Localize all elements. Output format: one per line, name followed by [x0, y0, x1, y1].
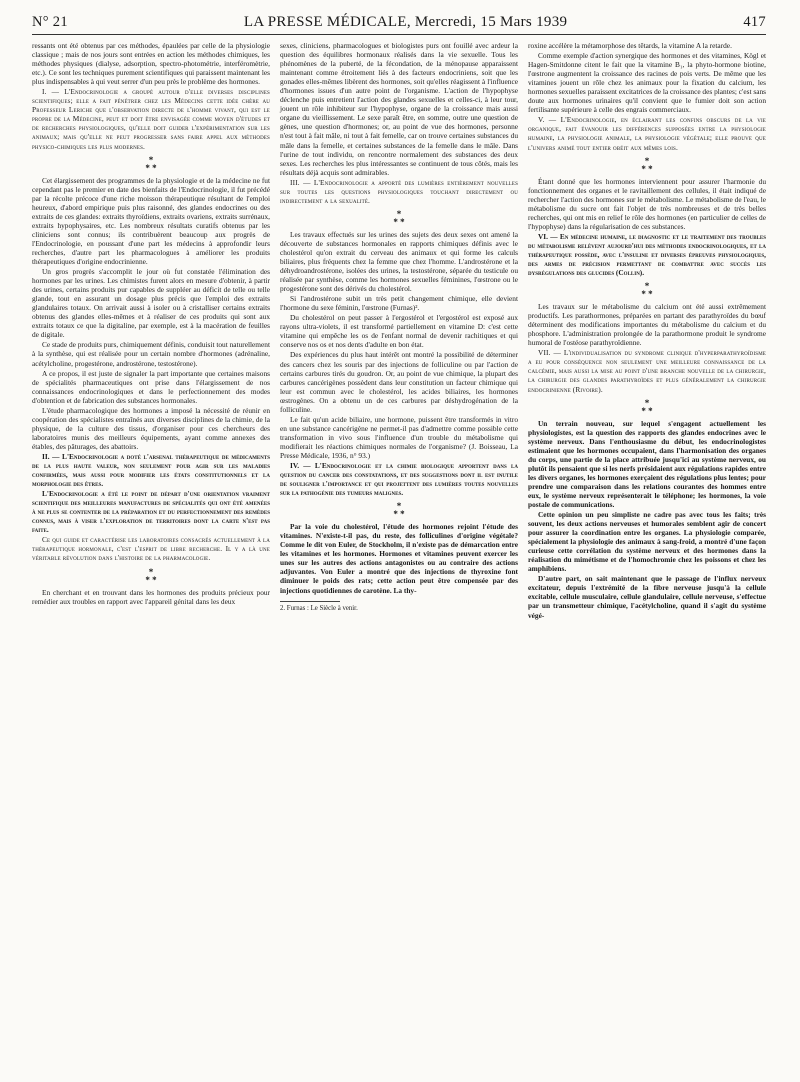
paragraph: Les travaux effectués sur les urines des sujets des deux sexes ont amené la découverte de substances hormonales en rapports chimiques définis avec le cholestérol qu'on extrait du cerveau des animaux et qui forme les calculs biliaires, plus fréquents chez la femme que chez l'homme. L'androstérone et la déhydroandrostérone, isolées des urines, la testostérone, séparée du testicule ou réalisée par synthèse, comme les hormones sexuelles féminines, l'œstrone ou le progestérone sont des dérivés du cholestérol. [280, 229, 518, 294]
section-separator: * * * [145, 566, 157, 585]
paragraph-small-caps: Ce qui guide et caractérise les laboratoires consacrés actuellement à la thérapeutique hormonale, c'est l'esprit de libre recherche. Il y a là une véritable révolution dans l'histoire de la pharmacologie. [32, 535, 270, 563]
paragraph: Les travaux sur le métabolisme du calcium ont été aussi extrêmement productifs. Les parathormones, préparées en partant des parathyroïdes du bœuf déterminent des modifications importantes du métabolisme du calcium et du phosphore. L'administration prolongée de la parathormone produit le syndrome humoral de l'ostéose parathyroïdienne. [528, 302, 766, 348]
paragraph: L'étude pharmacologique des hormones a imposé la nécessité de réunir en coopération des spécialistes entraînés aux diverses disciplines de la chimie, de la physique, de la culture des tissus, d'organiser pour ces chercheurs des laboratoires munis des meilleurs équipements, ayant comme annexes des étables, des pâturages, des abattoirs. [32, 405, 270, 451]
section-separator: * * * [393, 501, 405, 520]
paragraph: Étant donné que les hormones interviennent pour assurer l'harmonie du fonctionnement des organes et le ravitaillement des cellules, il était indiqué de rechercher l'action des hormones sur le métabolisme. Le métabolisme de l'eau, le métabolisme du sucre ont fait l'objet de très nombreuses et de très belles recherches, qui ont mis en relief le rôle des hormones (en particulier de celles de l'hypophyse) dans la régularisation de ces substances. [528, 176, 766, 231]
header-rule [32, 34, 766, 35]
paragraph: En cherchant et en trouvant dans les hormones des produits précieux pour remédier aux troubles en rapport avec l'appareil génital dans les deux [32, 587, 270, 606]
section-separator: * * * [641, 397, 653, 416]
conclusion-5: V. — L'Endocrinologie, en éclairant les confins obscurs de la vie organique, fait évanouir les différences supposées entre la physiologie humaine, la physiologie animale, la physiologie végétale; elle prouve que l'univers animé tout entier obéit aux mêmes lois. [528, 115, 766, 152]
article-body [32, 41, 766, 621]
conclusion-6: VI. — En médecine humaine, le diagnostic et le traitement des troubles du métabolisme relèvent aujourd'hui des méthodes endocrinologiques, et la thérapeutique possède, avec l'insuline et diverses épreuves physiologiques, des armes de précision permettant de combattre avec succès les dysrégulations des glucides (Collin). [528, 231, 766, 278]
paragraph: Des expériences du plus haut intérêt ont montré la possibilité de déterminer des cancers chez les souris par des injections de folliculine ou par l'action de certains carbures tirés du goudron. Or, au point de vue chimique, la plupart des carbures cancérigènes possèdent dans leur constitution un facteur chimique qui leur est commun avec le cholestérol, les acides biliaires, les hormones œstrogènes. On a obtenu un de ces carbures par déshydrogénation de la folliculine. [280, 350, 518, 414]
column-2 [280, 41, 518, 621]
paragraph-bold: Par la voie du cholestérol, l'étude des hormones rejoint l'étude des vitamines. N'existe-t-il pas, du reste, des folliculines d'origine végétale? Comme le dit von Euler, de Stockholm, il n'existe pas de démarcation entre les vitamines et les hormones. Hormones et vitamines peuvent exercer les unes sur les autres des actions antagonistes ou au contraire des actions adjuvantes. Von Euler a montré que des injections de thyroxine font diminuer le poids des rats; cette action peut être compensée par des injections quotidiennes de carotène. La thy- [280, 522, 518, 595]
section-separator: * * * [641, 155, 653, 174]
column-3 [528, 41, 766, 621]
paragraph: ressants ont été obtenus par ces méthodes, épaulées par celle de la physiologie classique ; mais de nos jours sont entrées en action les méthodes chimiques, les méthodes physiques (dialyse, adsorption, spectro-photométrie, interféromètrie, etc.). Ce sont les techniques purement scientifiques qui paraissent maintenant les plus indispensables à qui veut serrer d'un peu près le problème des hormones. [32, 41, 270, 87]
conclusion-1: I. — L'Endocrinologie a groupé autour d'elle diverses disciplines scientifiques; elle a fait pénétrer chez les Médecins cette idée chère au Professeur Leriche que l'observation directe de l'homme vivant, qui est le propre de la Médecine, peut et doit être envisagée comme moyen d'études et de recherches physiologiques, qu'elle doit guider l'expérimentation sur les animaux; mais qu'elle ne peut progresser sans faire appel aux méthodes physico-chimiques les plus modernes. [32, 87, 270, 151]
section-separator: * * * [393, 208, 405, 227]
paragraph: Ce stade de produits purs, chimiquement définis, conduisit tout naturellement à la synthèse, qui est réalisée pour un certain nombre d'hormones (adrénaline, acétylcholine, progestérone, androstérone, testostérone). [32, 340, 270, 368]
conclusion-2: II. — L'Endocrinologie a doté l'arsenal thérapeutique de médicaments de la plus haute valeur, non seulement pour agir sur les maladies confirmées, mais aussi pour modifier les états constitutionnels et la morphologie des êtres. [32, 451, 270, 489]
paragraph: Du cholestérol on peut passer à l'ergostérol et l'ergostérol est exposé aux rayons ultra-violets, il est transformé partiellement en vitamine D: c'est cette vitamine qui empêche les os de l'enfant normal de devenir rachitiques et qui conserve nos os et nos dents d'adulte en bon état. [280, 313, 518, 350]
section-separator: * * * [145, 154, 157, 173]
conclusion-7: VII. — L'individualisation du syndrome clinique d'hyperparathyroïdisme a eu pour conséquence non seulement une meilleure connaissance de la calcémie, mais aussi la mise au point d'une branche nouvelle de la chirurgie, la chirurgie des glandes parathyroïdes et plus généralement la chirurgie endocrinienne (Rivoire). [528, 348, 766, 394]
column-1 [32, 41, 270, 621]
paragraph-bold: Un terrain nouveau, sur lequel s'engagent actuellement les physiologistes, est la question des rapports des glandes endocrines avec le système nerveux. Dans l'enthousiasme du début, les endocrinologistes estimaient que les hormones occupaient, dans l'harmonisation des organes du corps, une partie de la place attribuée jusqu'ici au système nerveux, ou plutôt ils pensaient que si les nerfs présidaient aux régulations rapides entre les divers organes, les hormones exerçaient des régulations plus lentes; pour prendre une comparaison dans les relations courantes des hommes entre eux, le système nerveux représenterait le téléphone; les hormones, la voie postale de communications. [528, 418, 766, 509]
paragraph: A ce propos, il est juste de signaler la part importante que certaines maisons de spécialités pharmaceutiques ont prise dans l'élargissement de nos connaissances endocrinologiques et dans le perfectionnement des modes d'obtention et de fabrication des substances hormonales. [32, 368, 270, 405]
paragraph-bold: Cette opinion un peu simpliste ne cadre pas avec tous les faits; très souvent, les deux actions nerveuses et humorales semblent agir de concert pour assurer la coordination entre les organes. La physiologie comparée, spécialement la physiologie des animaux à sang-froid, a montré d'une façon curieuse cette corrélation du système nerveux et des hormones dans la réalisation du mimétisme et de l'homochromie chez les poissons et chez les amphibiens. [528, 510, 766, 574]
paragraph: sexes, cliniciens, pharmacologues et biologistes purs ont fouillé avec ardeur la question des équilibres hormonaux réalisés dans la vie sexuelle. Tous les phénomènes de la puberté, de la fécondation, de la ménopause apparaissent maintenant comme étroitement liés à des facteurs endocriniens, soit que les gonades elles-mêmes libèrent des hormones, soit qu'elles réagissent à l'influence d'hormones issues d'un autre point de l'organisme. L'action de l'hypophyse déclenche puis entretient l'action des glandes sexuelles et celles-ci, à leur tour, jouent un rôle inhibiteur sur l'hypophyse, organe de la croissance mais aussi organe du vieillissement. Le sexe paraît être, en somme, outre une question de gènes, une question d'hormones; or, au point de vue des hormones, personne n'est tout à fait mâle, ni tout à fait femelle, car on trouve certaines substances du mâle dans la femelle, et certaines substances de la femelle dans le mâle. Dans l'urine de tout individu, on rencontre normalement des substances des deux sexes. Les recherches les plus intéressantes se continuent de tous côtés, mais les résultats déjà acquis sont admirables. [280, 41, 518, 177]
journal-title: LA PRESSE MÉDICALE, Mercredi, 15 Mars 1939 [243, 14, 568, 30]
paragraph: Si l'androstérone subit un très petit changement chimique, elle devient l'hormone du sexe féminin, l'œstrone (Furnas)². [280, 294, 518, 313]
conclusion-4: IV. — L'Endocrinologie et la chimie biologique apportent dans la question du cancer des constatations, et des suggestions dont il est inutile de souligner l'importance et qui projettent des lumières toutes nouvelles sur la pathogénie des tumeurs malignes. [280, 461, 518, 498]
paragraph: Le fait qu'un acide biliaire, une hormone, puissent être transformés in vitro en une substance cancérigène ne permet-il pas d'admettre comme possible cette transformation in vivo sous l'influence d'un trouble du métabolisme qui modifierait les réactions chimiques normales de l'organisme? (J. Boisseau, La Presse Médicale, 1936, n° 93.) [280, 414, 518, 460]
paragraph: Comme exemple d'action synergique des hormones et des vitamines, Kögl et Hagen-Smitdonne citent le fait que la vitamine B₁, la phyto-hormone biotine, l'œstrone augmentent la croissance des racines de pois verts. De même que les vitamines jouent un rôle chez les animaux pour la fixation du calcium, les hormones sexuelles paraissent excitatrices de la croissance des plantes; c'est sans doute aux hormones urinaires qu'il convient que le fumier doit son action fertilisante supérieure à celle des engrais commerciaux. [528, 51, 766, 115]
page-header [32, 14, 766, 31]
footnote-rule [280, 601, 340, 602]
footnote: 2. Furnas : Le Siècle à venir. [280, 604, 358, 612]
paragraph: Un gros progrès s'accomplit le jour où fut constatée l'élimination des hormones par les urines. Les chimistes furent alors en mesure d'obtenir, à partir des urines, certains produits pur capables de suppléer au déficit de telle ou telle glande, tout en assurant un dosage plus précis que l'emploi des extraits glandulaires totaux. On arrivait aussi à isoler ou à cristalliser certains extraits obtenus des glandes elles-mêmes et à réaliser de ces produits qui sont aux extraits totaux ce que la digitaline, par exemple, est à la macération de feuilles de digitale. [32, 267, 270, 340]
page-number: 417 [743, 14, 766, 30]
issue-number: N° 21 [32, 14, 68, 30]
paragraph-bold: D'autre part, on sait maintenant que le passage de l'influx nerveux excitateur, depuis l'extrémité de la fibre nerveuse jusqu'à la cellule excitable, cellule musculaire, cellule glandulaire, cellule nerveuse, s'effectue par un transmetteur chimique, l'acétylcholine, quand il s'agit du système végé- [528, 574, 766, 620]
conclusion-3: III. — L'Endocrinologie a apporté des lumières entièrement nouvelles sur toutes les questions physiologiques touchant directement ou indirectement a la sexualité. [280, 177, 518, 205]
paragraph: Cet élargissement des programmes de la physiologie et de la médecine ne fut cependant pas le premier en date des bienfaits de l'Endocrinologie, il fut précédé par la récolte précoce d'une riche moisson thérapeutique résultant de l'emploi heureux, d'abord empirique puis plus raisonné, des glandes endocrines ou des extraits de ces glandes: extraits thyroïdiens, extraits ovariens, extraits surrénaux, extraits hypophysaires, etc. Les nombreux résultats curatifs obtenus par les cliniciens sont connus; ils contribuèrent beaucoup aux progrès de l'Endocrinologie, en poussant d'une part les médecins à approfondir leurs recherches, d'autre part les pharmacologues à améliorer les produits thérapeutiques d'origine endocrinienne. [32, 175, 270, 266]
paragraph: roxine accélère la métamorphose des têtards, la vitamine A la retarde. [528, 41, 732, 50]
paragraph-bold: L'Endocrinologie a été le point de départ d'une orientation vraiment scientifique des meilleures manufactures de spécialités qui ont été amenées à ne plus se contenter de la préparation et du perfectionnement des remèdes connus, mais à viser l'exploration de territoires dont la carte n'est pas faite. [32, 489, 270, 535]
section-separator: * * * [641, 281, 653, 300]
